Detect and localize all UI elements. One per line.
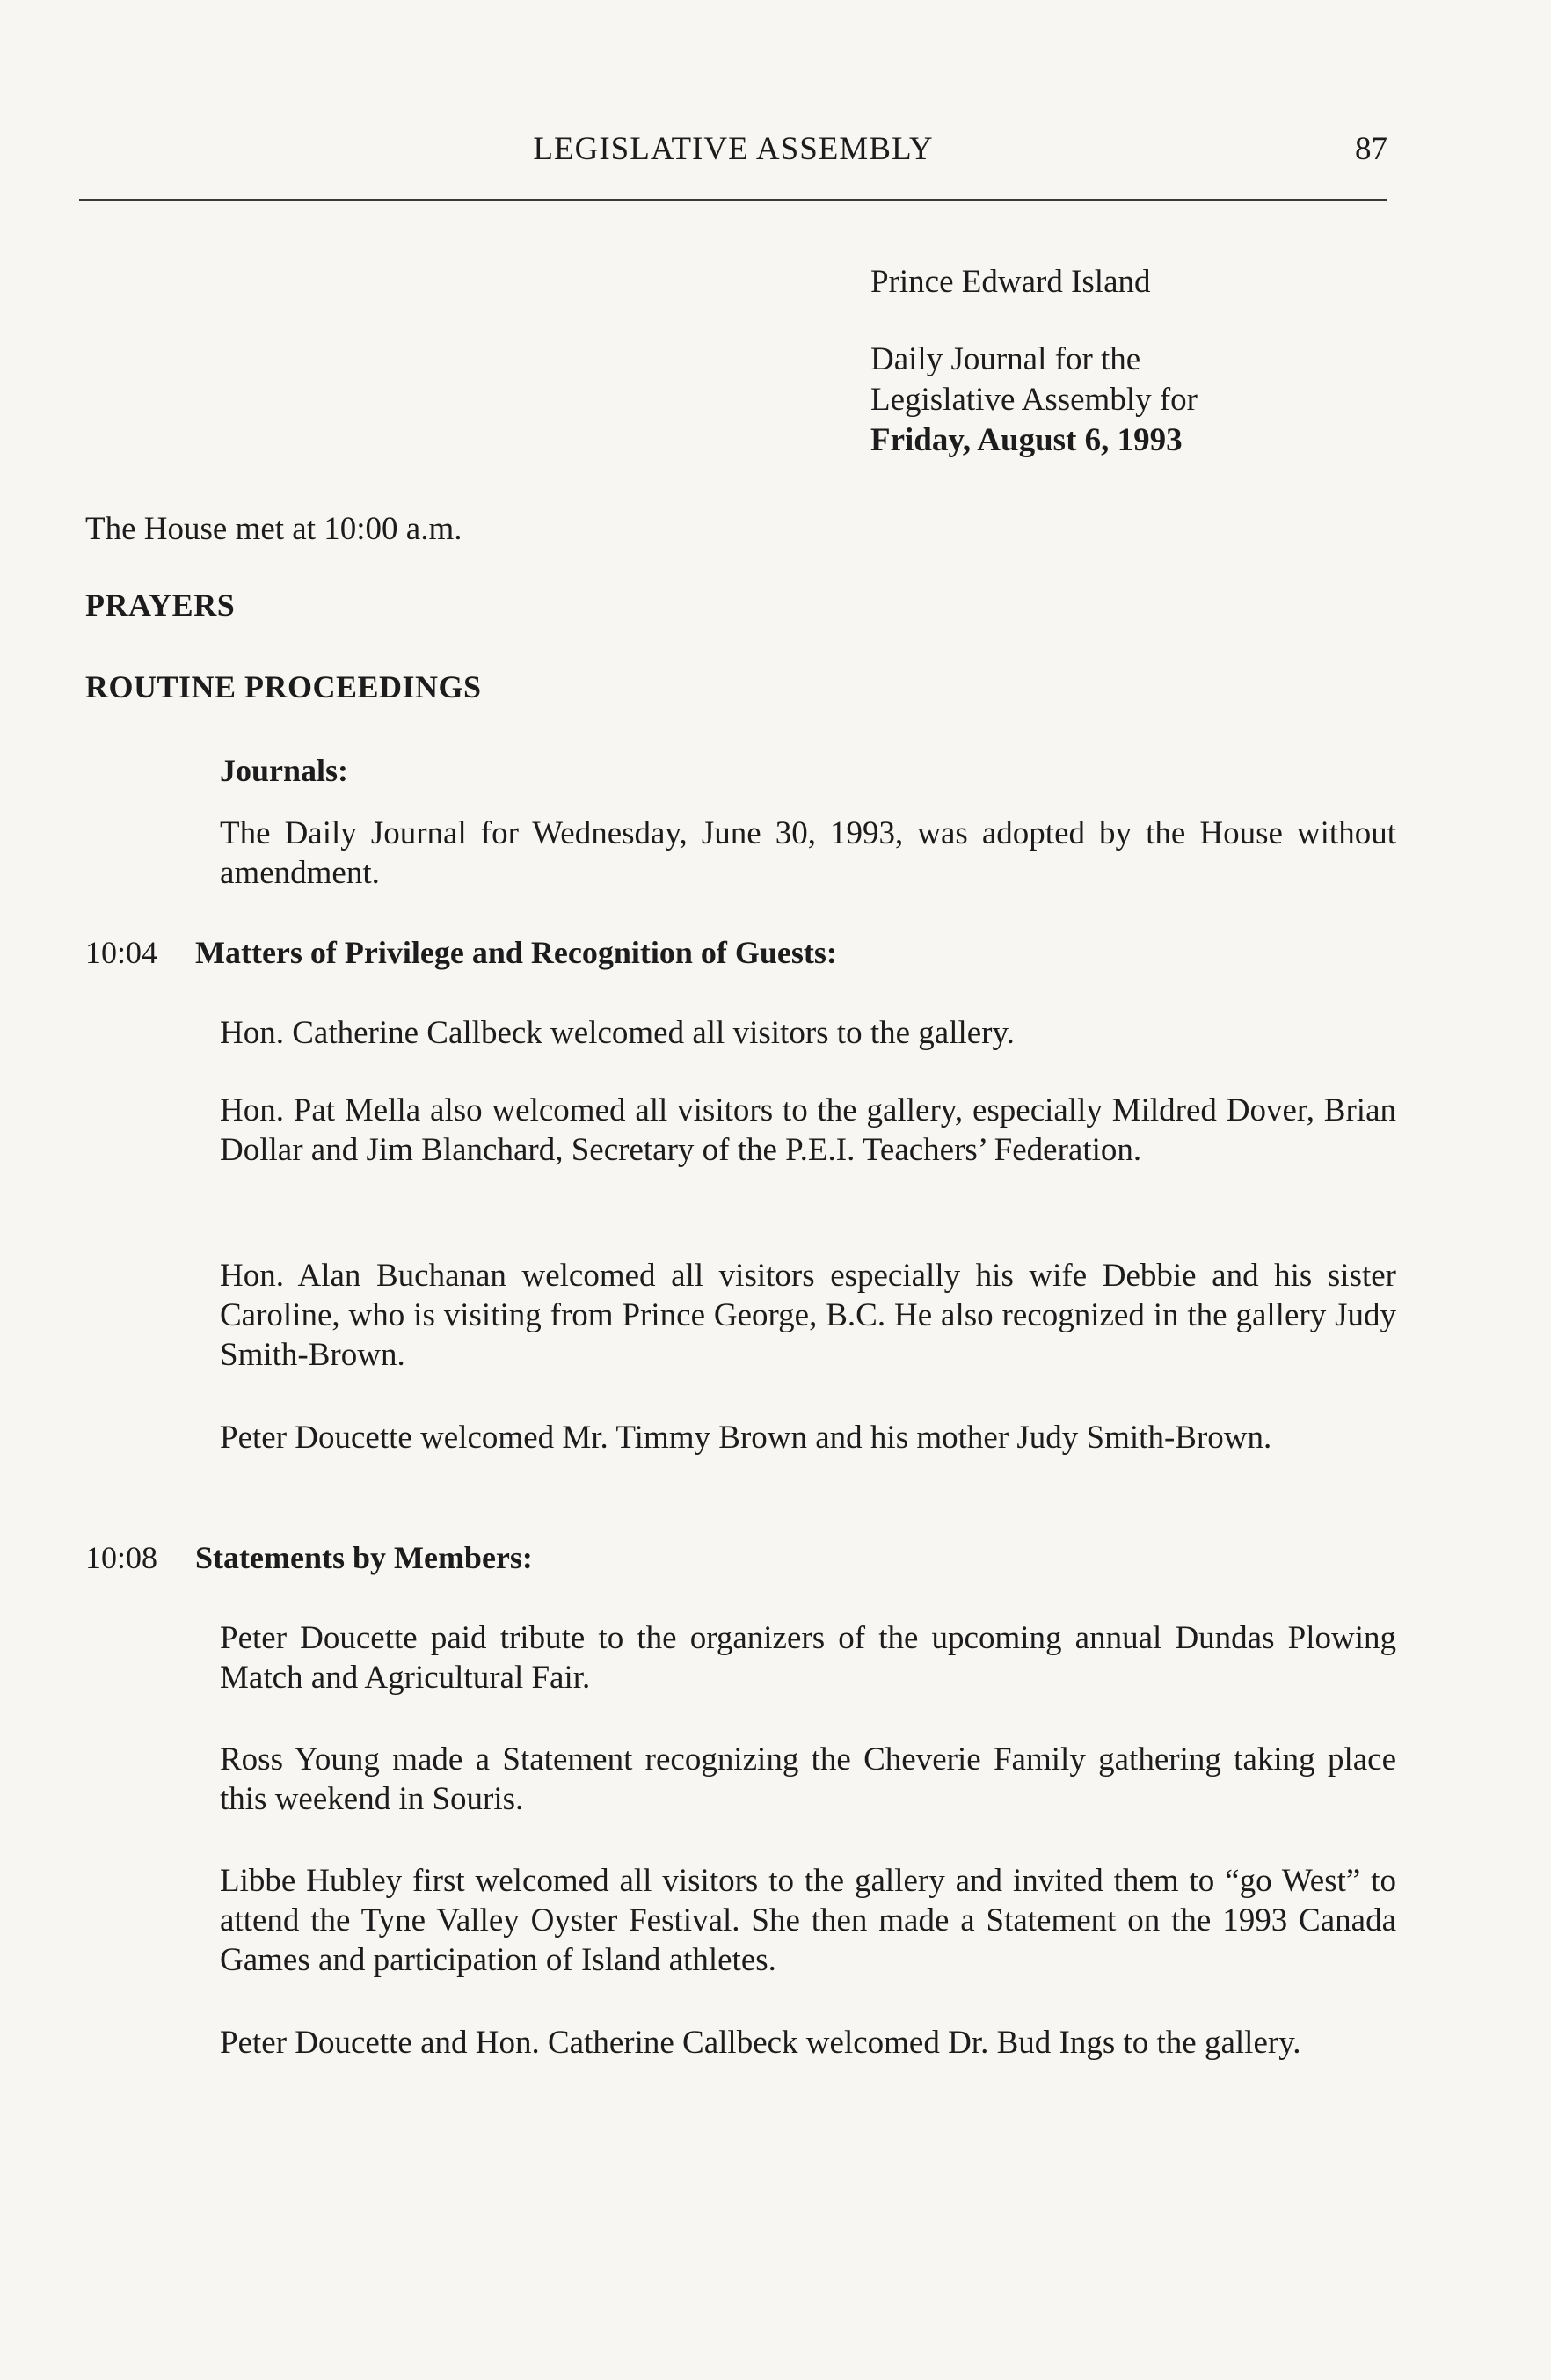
privilege-heading: Matters of Privilege and Recognition of Guests: xyxy=(195,935,837,970)
statement-paragraph: Peter Doucette paid tribute to the organizers of the upcoming annual Dundas Plowing Match and Agricultural Fair. xyxy=(220,1620,1396,1696)
journal-title-line-1: Daily Journal for the xyxy=(870,341,1141,377)
page-header xyxy=(79,130,1387,183)
statements-time: 10:08 xyxy=(85,1540,158,1575)
privilege-paragraph: Hon. Pat Mella also welcomed all visitors to the gallery, especially Mildred Dover, Brian Dollar and Jim Blanchard, Secretary of the P.E.I. Teachers’ Federation. xyxy=(220,1092,1396,1168)
house-met-line: The House met at 10:00 a.m. xyxy=(85,511,462,547)
running-head-title: LEGISLATIVE ASSEMBLY xyxy=(533,131,934,167)
journals-heading: Journals: xyxy=(220,753,349,788)
journal-title-block xyxy=(870,262,1198,461)
province-name: Prince Edward Island xyxy=(870,264,1151,300)
header-divider xyxy=(79,199,1387,201)
statement-paragraph: Peter Doucette and Hon. Catherine Callbeck welcomed Dr. Bud Ings to the gallery. xyxy=(220,2025,1301,2061)
privilege-paragraph: Hon. Catherine Callbeck welcomed all visitors to the gallery. xyxy=(220,1015,1015,1051)
privilege-time: 10:04 xyxy=(85,935,158,970)
prayers-heading: PRAYERS xyxy=(85,588,236,623)
statements-heading: Statements by Members: xyxy=(195,1540,533,1575)
journals-paragraph: The Daily Journal for Wednesday, June 30, 1993, was adopted by the House without amendment. xyxy=(220,815,1396,891)
page-number: 87 xyxy=(1355,131,1387,167)
routine-proceedings-heading: ROUTINE PROCEEDINGS xyxy=(85,669,482,705)
privilege-paragraph: Peter Doucette welcomed Mr. Timmy Brown and his mother Judy Smith-Brown. xyxy=(220,1420,1272,1456)
statement-paragraph: Ross Young made a Statement recognizing the Cheverie Family gathering taking place this weekend in Souris. xyxy=(220,1741,1396,1817)
journal-title-line-2: Legislative Assembly for xyxy=(870,382,1198,418)
statement-paragraph: Libbe Hubley first welcomed all visitors to the gallery and invited them to “go West” to attend the Tyne Valley Oyster Festival. She then made a Statement on the 1993 Canada Games and participation of Island athletes. xyxy=(220,1863,1396,1978)
journal-date: Friday, August 6, 1993 xyxy=(870,422,1183,458)
privilege-paragraph: Hon. Alan Buchanan welcomed all visitors especially his wife Debbie and his sister Caroline, who is visiting from Prince George, B.C. He also recognized in the gallery Judy Smith-Brown. xyxy=(220,1258,1396,1373)
